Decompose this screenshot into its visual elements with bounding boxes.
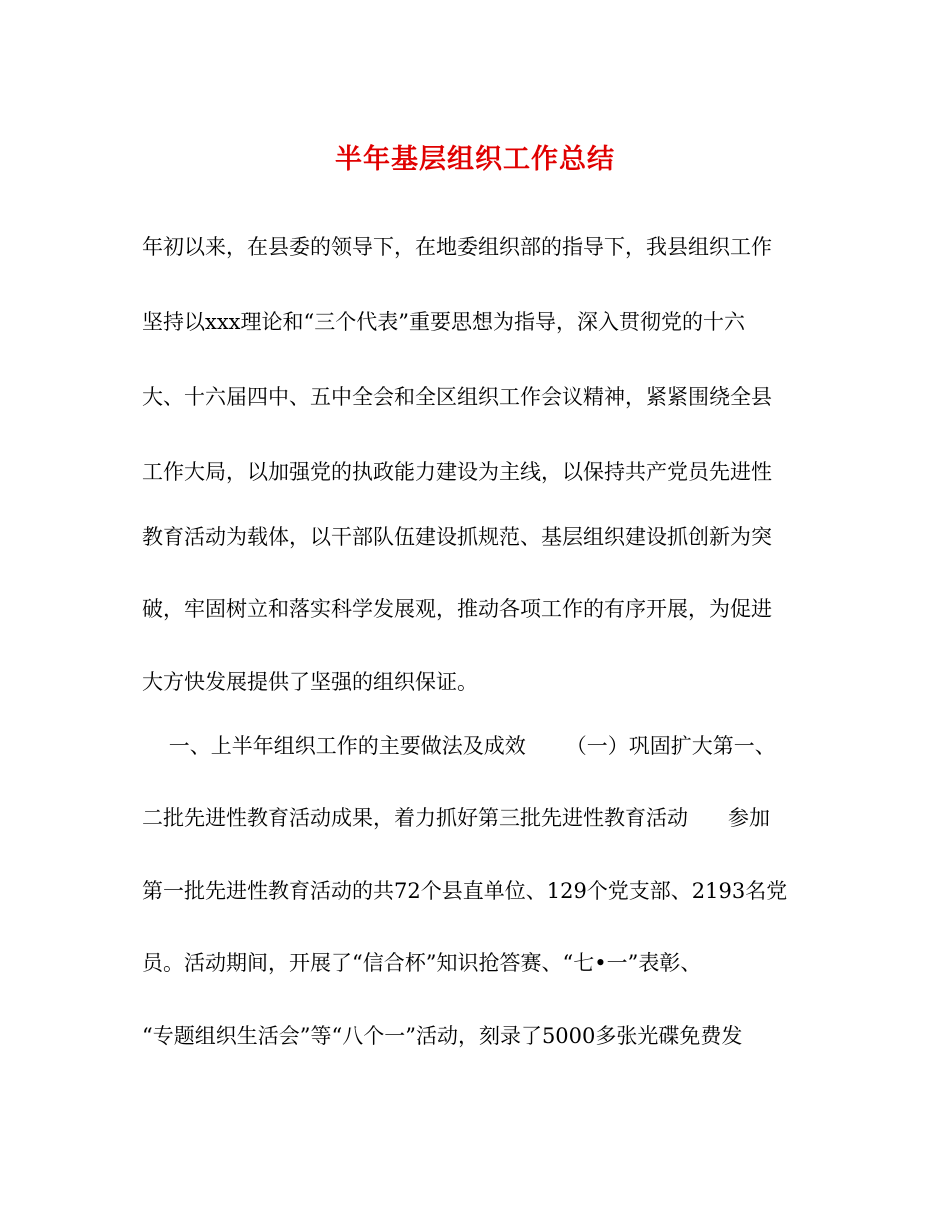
body-line-1: 年初以来，在县委的领导下，在地委组织部的指导下，我县组织工作 <box>142 235 772 259</box>
body-line-10: 第一批先进性教育活动的共72个县直单位、129个党支部、2193名党 <box>142 879 788 903</box>
body-line-11: 员。活动期间，开展了“信合杯”知识抢答赛、“七•一”表彰、 <box>142 951 702 975</box>
section-heading-line: 一、上半年组织工作的主要做法及成效 （一）巩固扩大第一、 <box>142 734 776 758</box>
document-title: 半年基层组织工作总结 <box>335 144 615 175</box>
body-line-7: 大方快发展提供了坚强的组织保证。 <box>142 670 478 694</box>
body-line-9: 二批先进性教育活动成果，着力抓好第三批先进性教育活动 参加 <box>142 806 771 830</box>
body-line-12: “专题组织生活会”等“八个一”活动，刻录了5000多张光碟免费发 <box>142 1024 743 1048</box>
body-line-6: 破，牢固树立和落实科学发展观，推动各项工作的有序开展，为促进 <box>142 597 772 621</box>
body-line-2: 坚持以xxx理论和“三个代表”重要思想为指导，深入贯彻党的十六 <box>142 310 745 334</box>
body-line-5: 教育活动为载体，以干部队伍建设抓规范、基层组织建设抓创新为突 <box>142 525 772 549</box>
body-line-4: 工作大局，以加强党的执政能力建设为主线，以保持共产党员先进性 <box>142 460 772 484</box>
body-line-3: 大、十六届四中、五中全会和全区组织工作会议精神，紧紧围绕全县 <box>142 385 772 409</box>
